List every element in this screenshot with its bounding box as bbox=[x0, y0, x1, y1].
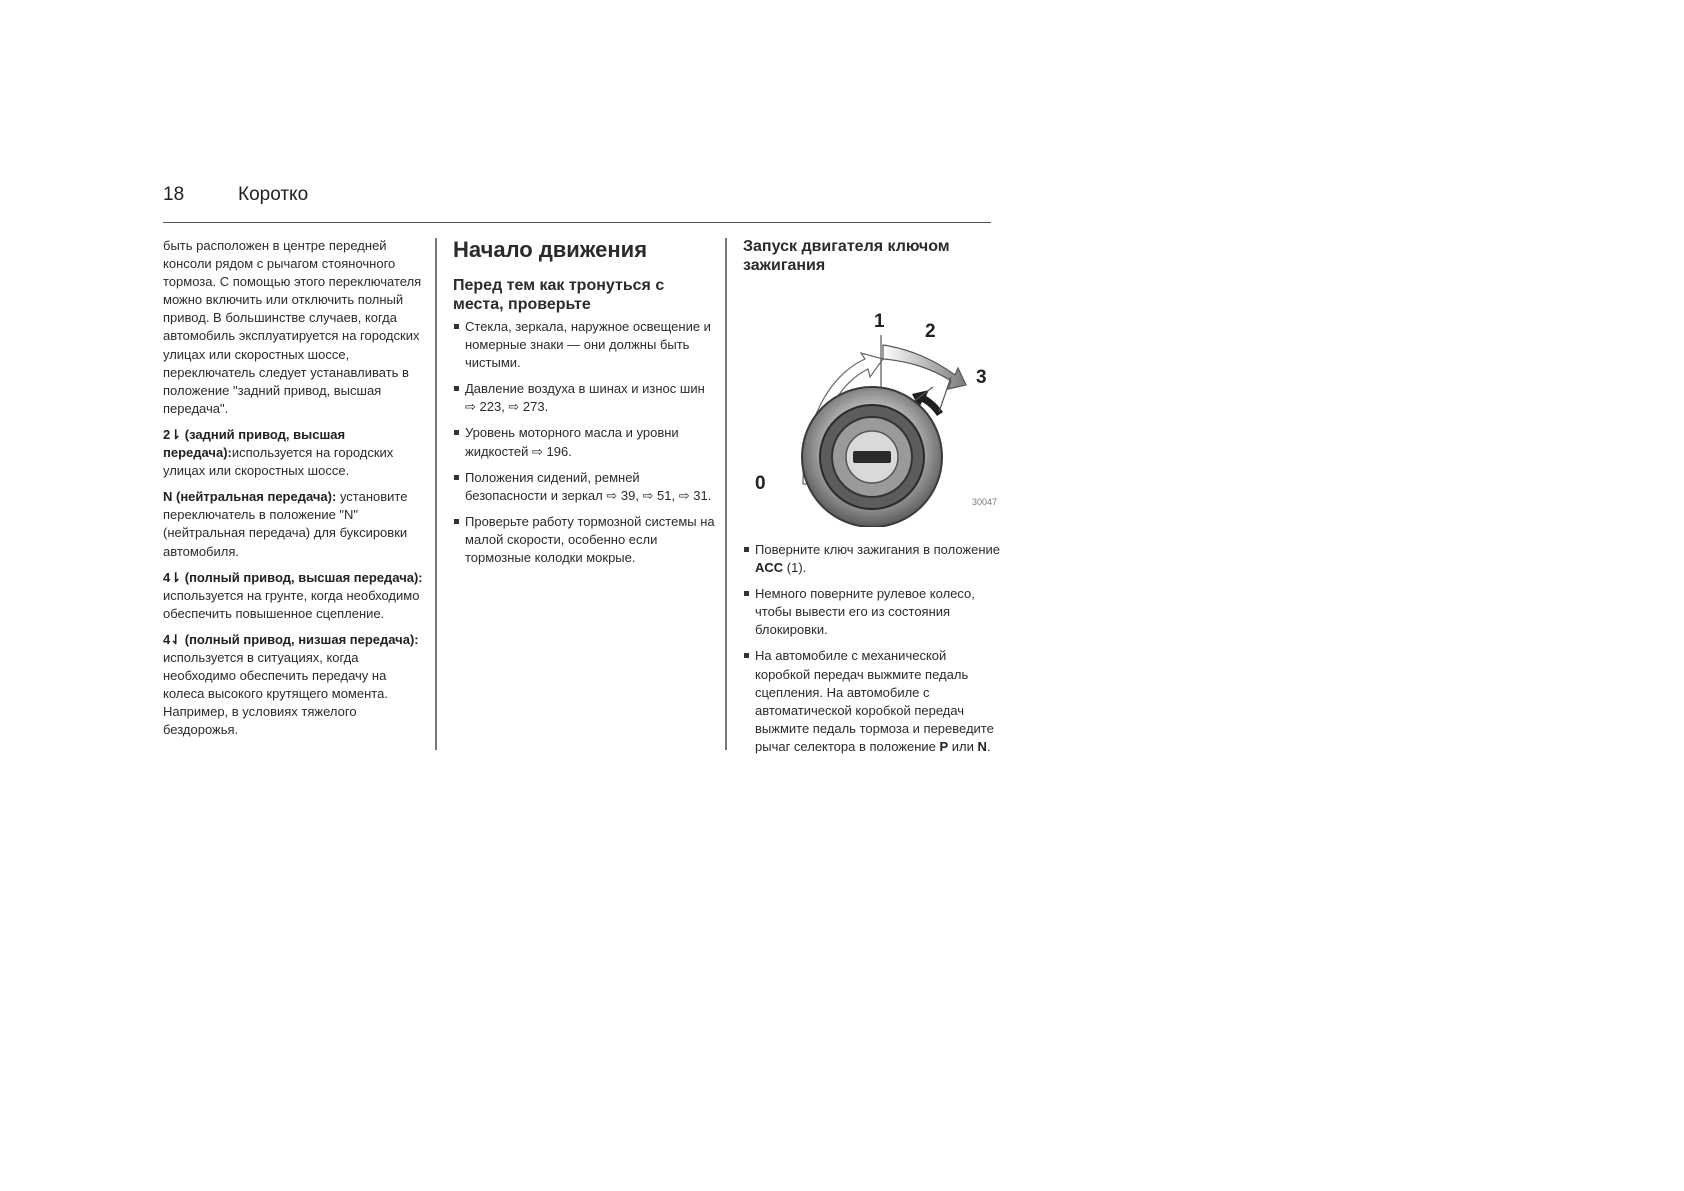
mode-text: используется на грунте, когда необходимо обеспечить повышенное сцепление. bbox=[163, 587, 420, 621]
mode-text: используется в ситуациях, когда необходимо обеспечить передачу на колеса высокого крутящего момента. Например, в условиях тяжелого бездорожья. bbox=[163, 649, 388, 738]
mode-term: 4⇃ (полный привод, низшая передача): bbox=[163, 631, 419, 647]
page-number: 18 bbox=[163, 184, 185, 205]
checklist-item: Положения сидений, ремней безопасности и зеркал ⇨ 39, ⇨ 51, ⇨ 31. bbox=[453, 469, 715, 505]
header-rule bbox=[163, 222, 991, 223]
park-label: P bbox=[939, 738, 949, 754]
checklist-item: Уровень моторного масла и уровни жидкостей ⇨ 196. bbox=[453, 424, 715, 460]
step-text: Поверните ключ зажигания в положение bbox=[755, 542, 1000, 557]
heading-start-driving: Начало движения bbox=[453, 237, 648, 262]
section-title: Коротко bbox=[238, 184, 309, 205]
acc-label: ACC bbox=[755, 560, 784, 576]
mode-text: установите переключатель в положение "N" (нейтральная передача) для буксировки автомобиля. bbox=[163, 489, 408, 559]
column-right bbox=[743, 237, 1005, 764]
checklist bbox=[453, 318, 715, 567]
ignition-step: Немного поверните рулевое колесо, чтобы вывести его из состояния блокировки. bbox=[743, 585, 1005, 639]
step-text: или bbox=[948, 738, 978, 754]
mode-item-4l bbox=[163, 631, 425, 740]
heading-ignition: Запуск двигателя ключом зажигания bbox=[743, 238, 950, 274]
checklist-item: Стекла, зеркала, наружное освещение и номерные знаки — они должны быть чистыми. bbox=[453, 318, 715, 372]
position-label-1: 1 bbox=[874, 311, 885, 332]
column-middle bbox=[453, 237, 715, 575]
mode-item-n bbox=[163, 488, 425, 560]
mode-term: 4⇂ (полный привод, высшая передача): bbox=[163, 569, 423, 585]
step-text: . bbox=[986, 738, 991, 754]
checklist-item: Проверьте работу тормозной системы на малой скорости, особенно если тормозные колодки мокрые. bbox=[453, 513, 715, 567]
ignition-step bbox=[743, 647, 1005, 756]
figure-code: 30047 bbox=[971, 496, 997, 507]
neutral-label: N bbox=[977, 738, 987, 754]
checklist-item: Давление воздуха в шинах и износ шин ⇨ 223, ⇨ 273. bbox=[453, 380, 715, 416]
mode-item-4h bbox=[163, 569, 425, 623]
ignition-step bbox=[743, 541, 1005, 577]
mode-term: 2⇂ (задний привод, высшая передача): bbox=[163, 426, 346, 461]
step-text: (1). bbox=[783, 560, 807, 576]
position-label-2: 2 bbox=[925, 321, 936, 342]
ignition-figure bbox=[743, 277, 1005, 527]
mode-term: N (нейтральная передача): bbox=[163, 489, 337, 505]
subheading-checklist: Перед тем как тронуться с места, проверьте bbox=[453, 277, 665, 313]
position-label-3: 3 bbox=[976, 367, 987, 388]
column-divider-2 bbox=[725, 238, 727, 750]
column-left bbox=[163, 237, 425, 747]
key-slot bbox=[853, 451, 891, 463]
intro-paragraph: быть расположен в центре передней консоли рядом с рычагом стояночного тормоза. С помощью этого переключателя можно включить или отключить полный привод. В большинстве случаев, когда автомобиль эксплуатируется на городских улицах или скоростных шоссе, переключатель следует устанавливать в положение "задний привод, высшая передача". bbox=[163, 238, 422, 416]
position-label-0: 0 bbox=[755, 473, 766, 494]
mode-text: используется на городских улицах или скоростных шоссе. bbox=[163, 445, 394, 479]
step-text: На автомобиле с механической коробкой передач выжмите педаль сцепления. На автомобиле с автоматической коробкой передач выжмите педаль тормоза и переведите рычаг селектора в положение bbox=[755, 648, 994, 754]
mode-item-2h bbox=[163, 426, 425, 480]
column-divider-1 bbox=[435, 238, 437, 750]
tick-3 bbox=[939, 377, 951, 412]
ignition-steps bbox=[743, 541, 1005, 756]
arrow-2-to-3-icon bbox=[883, 345, 966, 389]
